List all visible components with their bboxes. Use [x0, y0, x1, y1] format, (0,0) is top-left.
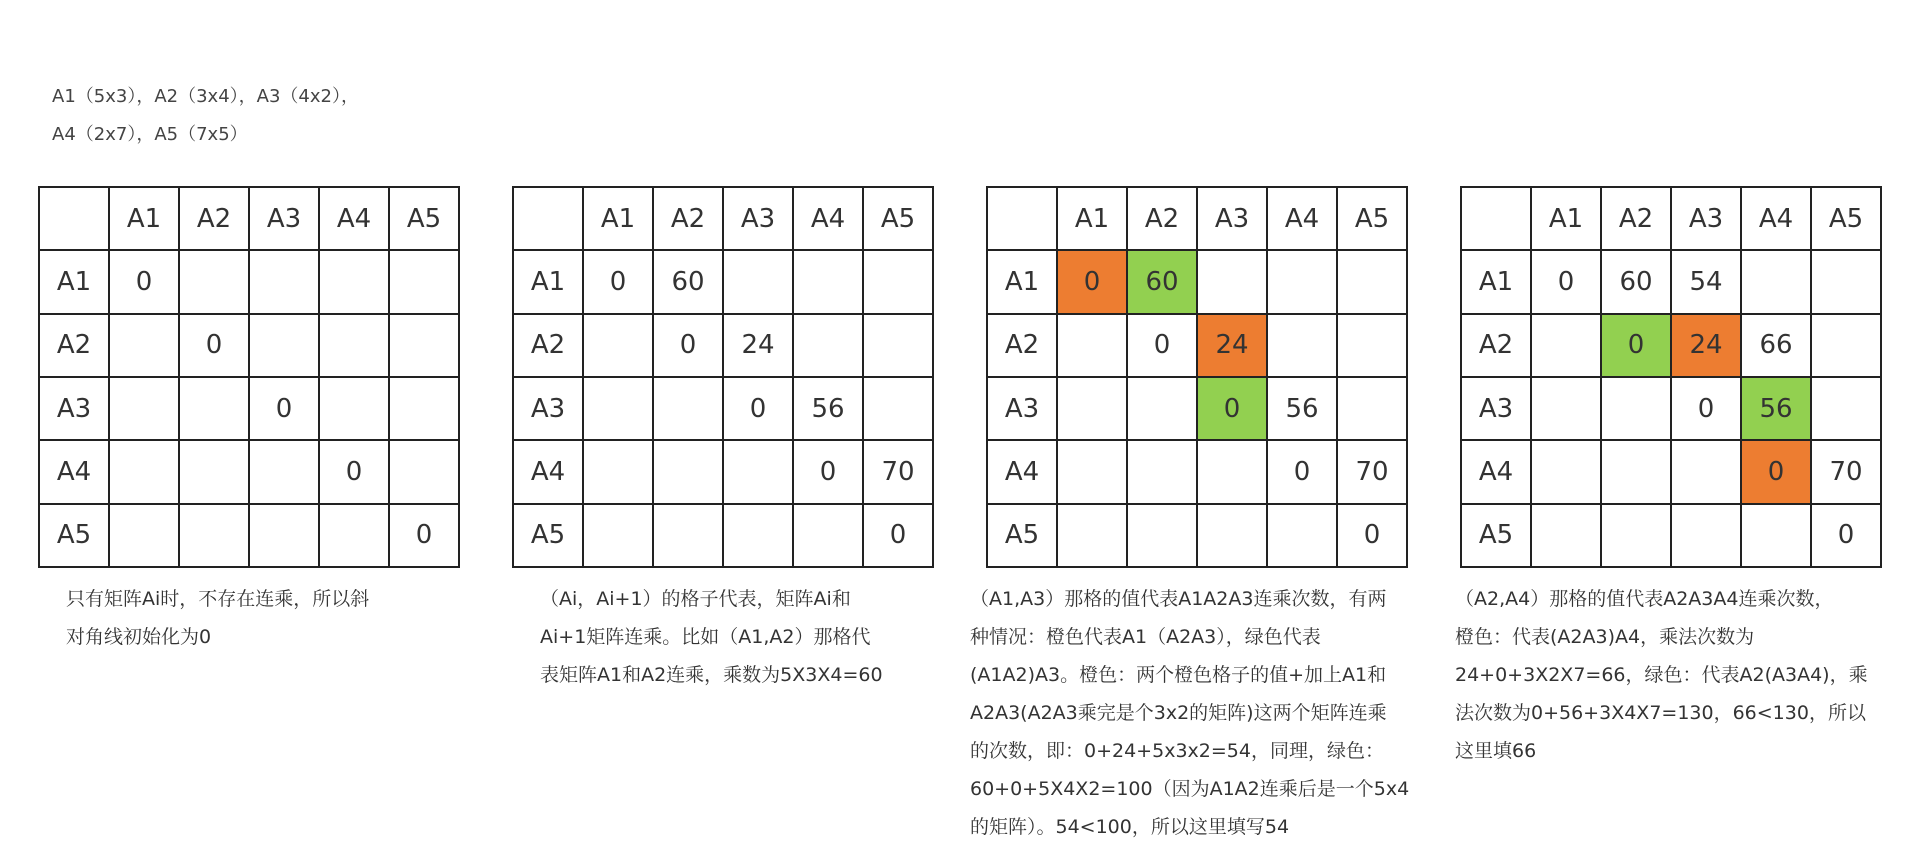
table-cell: [249, 250, 319, 313]
table-cell: 0: [1127, 314, 1197, 377]
table-cell: 0: [1197, 377, 1267, 440]
caption-line: 的矩阵）。54<100，所以这里填写54: [970, 816, 1290, 838]
table-row: [39, 250, 459, 313]
column-header: A2: [179, 187, 249, 250]
table-cell: [863, 314, 933, 377]
table-cell: [1337, 377, 1407, 440]
row-header: A5: [39, 504, 109, 567]
column-header: A1: [1057, 187, 1127, 250]
table-cell: [109, 314, 179, 377]
table-cell: 0: [723, 377, 793, 440]
table-cell: 0: [1811, 504, 1881, 567]
table-cell: [249, 440, 319, 503]
row-header: A4: [39, 440, 109, 503]
column-header: A1: [1531, 187, 1601, 250]
table-row: [39, 440, 459, 503]
caption-line: A2A3(A2A3乘完是个3x2的矩阵)这两个矩阵连乘: [970, 702, 1387, 724]
caption-line: （A1,A3）那格的值代表A1A2A3连乘次数，有两: [970, 588, 1387, 610]
dimensions-line-2: A4（2x7），A5（7x5）: [52, 124, 248, 145]
table-cell: 0: [249, 377, 319, 440]
table-cell: [319, 504, 389, 567]
column-header: A3: [1671, 187, 1741, 250]
column-header: A4: [319, 187, 389, 250]
table-row: [1461, 440, 1881, 503]
table-cell: [1057, 314, 1127, 377]
dp-table-panel-2: [512, 186, 924, 568]
table-cell: [1197, 504, 1267, 567]
column-header: A5: [1811, 187, 1881, 250]
row-header: A1: [1461, 250, 1531, 313]
table-row: [39, 314, 459, 377]
table-cell: [1601, 440, 1671, 503]
table-cell: [1057, 440, 1127, 503]
caption-line: 表矩阵A1和A2连乘，乘数为5X3X4=60: [540, 664, 883, 686]
table-cell: 24: [1671, 314, 1741, 377]
caption-line: 对角线初始化为0: [66, 626, 212, 648]
table-cell: [179, 504, 249, 567]
table-cell: [1811, 377, 1881, 440]
table-cell: 0: [1741, 440, 1811, 503]
column-header: A2: [1601, 187, 1671, 250]
dp-table-panel-3: [986, 186, 1398, 568]
table-row: [1461, 314, 1881, 377]
table-cell: [319, 250, 389, 313]
table-cell: 70: [1337, 440, 1407, 503]
caption-line: 的次数，即：0+24+5x3x2=54，同理，绿色：: [970, 740, 1384, 762]
table-cell: [583, 314, 653, 377]
table-row: [513, 377, 933, 440]
table-cell: [1267, 250, 1337, 313]
row-header: A3: [1461, 377, 1531, 440]
table-cell: [1337, 314, 1407, 377]
caption-line: 法次数为0+56+3X4X7=130，66<130，所以: [1455, 702, 1866, 724]
table-cell: 0: [1601, 314, 1671, 377]
column-header: A3: [723, 187, 793, 250]
table-cell: 0: [863, 504, 933, 567]
table-cell: [1671, 440, 1741, 503]
column-header: A5: [863, 187, 933, 250]
table-row: [513, 250, 933, 313]
table-cell: [319, 314, 389, 377]
caption-panel-4: [1455, 580, 1868, 770]
table-cell: 24: [723, 314, 793, 377]
row-header: A2: [987, 314, 1057, 377]
dimensions-line-1: A1（5x3），A2（3x4），A3（4x2），: [52, 86, 359, 107]
table-cell: [1741, 504, 1811, 567]
column-header: A4: [793, 187, 863, 250]
table-row: [513, 440, 933, 503]
table-row: [1461, 250, 1881, 313]
dp-table-panel-1: [38, 186, 450, 568]
row-header: A5: [513, 504, 583, 567]
table-cell: [793, 504, 863, 567]
row-header: A5: [1461, 504, 1531, 567]
table-cell: 60: [1127, 250, 1197, 313]
table-cell: 24: [1197, 314, 1267, 377]
table-row: [987, 314, 1407, 377]
table-cell: [1601, 504, 1671, 567]
row-header: A2: [39, 314, 109, 377]
column-header: A3: [249, 187, 319, 250]
column-header: A1: [583, 187, 653, 250]
table-cell: [179, 250, 249, 313]
table-cell: [1057, 504, 1127, 567]
table-cell: [389, 440, 459, 503]
caption-line: Ai+1矩阵连乘。比如（A1,A2）那格代: [540, 626, 871, 648]
row-header: A3: [987, 377, 1057, 440]
table-cell: 0: [1671, 377, 1741, 440]
row-header: A1: [987, 250, 1057, 313]
table-cell: [723, 440, 793, 503]
column-header: A2: [653, 187, 723, 250]
table-cell: 56: [793, 377, 863, 440]
table-cell: [1127, 440, 1197, 503]
table-cell: [249, 504, 319, 567]
table-cell: [723, 504, 793, 567]
column-header: A1: [109, 187, 179, 250]
table-cell: 0: [793, 440, 863, 503]
table-cell: 70: [863, 440, 933, 503]
table-cell: [793, 314, 863, 377]
caption-line: 这里填66: [1455, 740, 1537, 762]
table-cell: 0: [1337, 504, 1407, 567]
table-cell: [1337, 250, 1407, 313]
table-cell: 0: [1057, 250, 1127, 313]
table-row: [513, 504, 933, 567]
table-cell: [1197, 250, 1267, 313]
table-cell: [1127, 377, 1197, 440]
table-cell: [583, 504, 653, 567]
caption-panel-2: [540, 580, 883, 694]
table-row: [1461, 504, 1881, 567]
table-cell: [1127, 504, 1197, 567]
table-cell: [1811, 314, 1881, 377]
table-row: [987, 504, 1407, 567]
header-row: [39, 187, 459, 250]
row-header: A4: [1461, 440, 1531, 503]
caption-line: 60+0+5X4X2=100（因为A1A2连乘后是一个5x4: [970, 778, 1410, 800]
table-cell: [109, 377, 179, 440]
header-row: [987, 187, 1407, 250]
row-header: A1: [513, 250, 583, 313]
table-cell: [179, 440, 249, 503]
column-header: A5: [1337, 187, 1407, 250]
table-cell: 0: [1531, 250, 1601, 313]
table-cell: [793, 250, 863, 313]
table-cell: 66: [1741, 314, 1811, 377]
table-cell: 0: [653, 314, 723, 377]
dp-table-panel-4: [1460, 186, 1872, 568]
column-header: A4: [1267, 187, 1337, 250]
table-row: [987, 250, 1407, 313]
table-cell: 54: [1671, 250, 1741, 313]
row-header: A1: [39, 250, 109, 313]
table-cell: [583, 440, 653, 503]
row-header: A3: [513, 377, 583, 440]
dp-table: [512, 186, 934, 568]
header-row: [1461, 187, 1881, 250]
row-header: A4: [987, 440, 1057, 503]
caption-line: 24+0+3X2X7=66，绿色：代表A2(A3A4)，乘: [1455, 664, 1868, 686]
table-cell: [1671, 504, 1741, 567]
table-cell: [1531, 377, 1601, 440]
table-cell: 0: [319, 440, 389, 503]
row-header: A2: [1461, 314, 1531, 377]
table-row: [39, 377, 459, 440]
caption-panel-3: [970, 580, 1409, 846]
table-cell: [1267, 314, 1337, 377]
table-cell: [389, 377, 459, 440]
table-cell: 60: [1601, 250, 1671, 313]
table-cell: [1057, 377, 1127, 440]
table-cell: [1531, 314, 1601, 377]
table-cell: 56: [1741, 377, 1811, 440]
column-header: A3: [1197, 187, 1267, 250]
table-cell: [389, 250, 459, 313]
table-cell: [1531, 440, 1601, 503]
dp-table: [986, 186, 1408, 568]
row-header: A4: [513, 440, 583, 503]
corner-cell: [513, 187, 583, 250]
table-cell: [1601, 377, 1671, 440]
caption-line: （A2,A4）那格的值代表A2A3A4连乘次数，: [1455, 588, 1834, 610]
caption-panel-1: [66, 580, 369, 656]
table-cell: [1811, 250, 1881, 313]
column-header: A2: [1127, 187, 1197, 250]
table-cell: [1267, 504, 1337, 567]
table-cell: [863, 377, 933, 440]
table-cell: [583, 377, 653, 440]
corner-cell: [39, 187, 109, 250]
table-cell: [863, 250, 933, 313]
caption-line: 橙色：代表(A2A3)A4，乘法次数为: [1455, 626, 1755, 648]
row-header: A5: [987, 504, 1057, 567]
table-cell: 0: [1267, 440, 1337, 503]
table-cell: [1197, 440, 1267, 503]
corner-cell: [987, 187, 1057, 250]
table-row: [39, 504, 459, 567]
table-row: [1461, 377, 1881, 440]
column-header: A4: [1741, 187, 1811, 250]
row-header: A2: [513, 314, 583, 377]
table-cell: [109, 440, 179, 503]
caption-line: 只有矩阵Ai时，不存在连乘，所以斜: [66, 588, 370, 610]
table-cell: [1531, 504, 1601, 567]
table-cell: [179, 377, 249, 440]
table-cell: [389, 314, 459, 377]
table-cell: 70: [1811, 440, 1881, 503]
table-cell: 0: [583, 250, 653, 313]
table-cell: [319, 377, 389, 440]
column-header: A5: [389, 187, 459, 250]
row-header: A3: [39, 377, 109, 440]
table-cell: 56: [1267, 377, 1337, 440]
header-row: [513, 187, 933, 250]
table-row: [987, 377, 1407, 440]
table-cell: [653, 440, 723, 503]
table-cell: [249, 314, 319, 377]
table-cell: 0: [109, 250, 179, 313]
caption-line: （Ai，Ai+1）的格子代表，矩阵Ai和: [540, 588, 851, 610]
table-cell: [723, 250, 793, 313]
table-cell: 0: [389, 504, 459, 567]
table-cell: [1741, 250, 1811, 313]
caption-line: 种情况：橙色代表A1（A2A3），绿色代表: [970, 626, 1321, 648]
dp-table: [38, 186, 460, 568]
corner-cell: [1461, 187, 1531, 250]
table-row: [987, 440, 1407, 503]
table-cell: 0: [179, 314, 249, 377]
caption-line: (A1A2)A3。橙色：两个橙色格子的值+加上A1和: [970, 664, 1387, 686]
matrix-dimensions: [52, 78, 359, 154]
table-cell: [109, 504, 179, 567]
table-cell: [653, 377, 723, 440]
dp-table: [1460, 186, 1882, 568]
table-row: [513, 314, 933, 377]
table-cell: 60: [653, 250, 723, 313]
table-cell: [653, 504, 723, 567]
